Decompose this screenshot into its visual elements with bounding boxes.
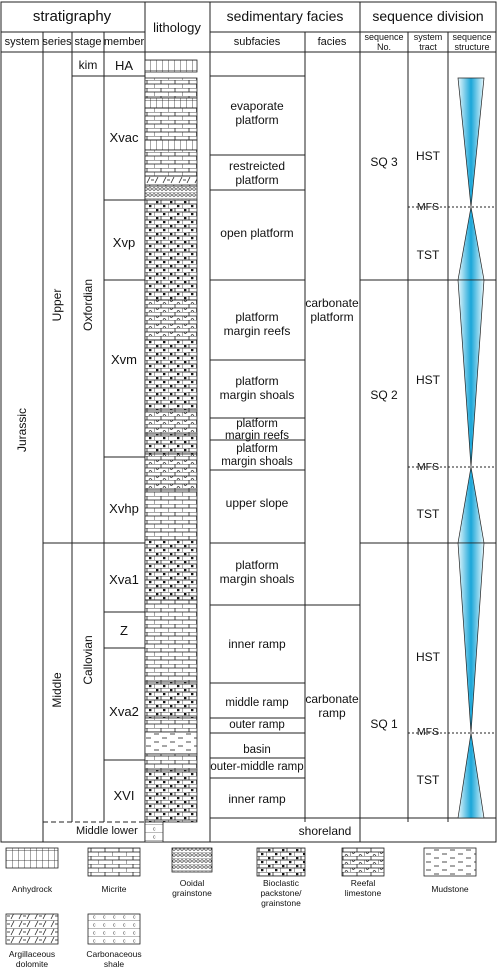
subfacies-reefs1-2: margin reefs — [223, 324, 291, 338]
member-xvm: Xvm — [111, 352, 137, 367]
subfacies-middle-ramp: middle ramp — [225, 697, 289, 709]
subfacies-reefs2-2: margin reefs — [225, 430, 289, 442]
legend-bioclastic-swatch — [257, 848, 305, 876]
header-system-tract-line2: tract — [419, 42, 437, 52]
header-sequence-structure-line2: structure — [454, 42, 490, 52]
member-xva1: Xva1 — [109, 572, 139, 587]
header-subfacies: subfacies — [233, 36, 281, 48]
subfacies-inner-ramp-2: inner ramp — [228, 792, 286, 806]
member-xvi: XVI — [113, 788, 135, 803]
legend-mudstone-label: Mudstone — [431, 884, 469, 894]
subfacies-outer-middle-ramp: outer-middle ramp — [210, 761, 304, 773]
subfacies-inner-ramp-1: inner ramp — [228, 637, 286, 651]
subfacies-restricted-2: platform — [235, 173, 279, 187]
subfacies-shoals1-1: platform — [235, 374, 279, 388]
stage-oxfordian: Oxfordian — [81, 278, 95, 332]
header-sequence-structure-line1: sequence — [452, 32, 492, 42]
sq1-tst-triangle — [458, 733, 484, 818]
facies-carbonate-ramp-1: carbonate — [305, 692, 359, 706]
legend-micrite-swatch — [88, 848, 140, 876]
member-z: Z — [120, 623, 128, 638]
header-sequence-no-line1: sequence — [364, 32, 404, 42]
sq2-tst-triangle — [458, 467, 484, 543]
header-system-tract-line1: system — [413, 32, 443, 42]
legend-anhydrock-swatch — [6, 848, 58, 868]
sequence-sq2: SQ 2 — [370, 388, 398, 402]
subfacies-shoals1-2: margin shoals — [219, 388, 295, 402]
legend-anhydrock-label: Anhydrock — [11, 884, 53, 894]
header-sedimentary-facies: sedimentary facies — [226, 8, 344, 24]
tract-hst-sq2: HST — [416, 373, 440, 387]
sequence-sq1: SQ 1 — [370, 717, 398, 731]
tract-tst-sq1: TST — [416, 773, 440, 787]
sq2-hst-triangle — [458, 280, 484, 467]
legend-bioclastic-label-1: Bioclastic — [263, 878, 299, 888]
header-sequence-division: sequence division — [372, 8, 484, 24]
subfacies-shoals3-2: margin shoals — [219, 572, 295, 586]
subfacies-evaporate-1: evaporate — [230, 99, 284, 113]
subfacies-shoals3-1: platform — [235, 558, 279, 572]
subfacies-shoals2-2: margin shoals — [221, 456, 293, 468]
stage-callovian: Callovian — [81, 635, 95, 685]
tract-hst-sq3: HST — [416, 149, 440, 163]
legend-reefal-label-2: limestone — [344, 888, 382, 898]
subfacies-shoreland: shoreland — [298, 824, 352, 838]
stage-kim: kim — [78, 58, 98, 72]
tract-hst-sq1: HST — [416, 650, 440, 664]
subfacies-open-platform: open platform — [220, 226, 294, 240]
subfacies-reefs2-1: platform — [236, 418, 278, 430]
legend-carbonaceous-label-2: shale — [103, 959, 125, 969]
system-jurassic: Jurassic — [15, 407, 29, 453]
sq1-hst-triangle — [458, 543, 484, 733]
legend-bioclastic-label-2: packstone/ — [260, 888, 302, 898]
subfacies-upper-slope: upper slope — [225, 496, 289, 510]
legend-micrite-label: Micrite — [101, 884, 127, 894]
sequence-sq3: SQ 3 — [370, 155, 398, 169]
subfacies-evaporate-2: platform — [235, 113, 279, 127]
member-xvhp: Xvhp — [109, 501, 139, 516]
member-xva2: Xva2 — [109, 704, 139, 719]
legend-carbonaceous-label-1: Carbonaceous — [86, 949, 142, 959]
facies-carbonate-platform-1: carbonate — [305, 296, 359, 310]
sq3-tst-triangle — [458, 207, 484, 280]
header-series: series — [42, 36, 72, 48]
tract-tst-sq3: TST — [416, 248, 440, 262]
legend-reefal-label-1: Reefal — [350, 878, 376, 888]
subfacies-reefs1-1: platform — [235, 310, 279, 324]
header-lithology: lithology — [153, 20, 201, 35]
member-xvp: Xvp — [112, 235, 136, 250]
legend-reefal-swatch — [342, 848, 384, 876]
facies-carbonate-ramp-2: ramp — [318, 706, 346, 720]
legend-mudstone-swatch — [424, 848, 476, 876]
header-sequence-no-line2: No. — [376, 42, 392, 52]
sq3-hst-triangle — [458, 78, 484, 207]
member-ha: HA — [114, 58, 134, 73]
subfacies-basin: basin — [243, 744, 271, 756]
legend-ooidal-label-1: Ooidal — [179, 878, 205, 888]
header-member: member — [103, 36, 145, 48]
subfacies-outer-ramp: outer ramp — [229, 719, 285, 731]
tract-tst-sq2: TST — [416, 507, 440, 521]
subfacies-restricted-1: restreicted — [228, 159, 286, 173]
legend-argillaceous-swatch — [6, 914, 58, 944]
legend-argillaceous-label-2: dolomite — [15, 959, 49, 969]
header-facies: facies — [317, 36, 347, 48]
facies-carbonate-platform-2: platform — [310, 310, 354, 324]
tract-mfs-sq2: MFS — [416, 461, 440, 473]
header-stratigraphy: stratigraphy — [32, 8, 112, 25]
legend-bioclastic-label-3: grainstone — [261, 898, 301, 908]
middle-lower-label: Middle lower — [76, 825, 138, 837]
legend-ooidal-swatch — [172, 848, 212, 872]
legend-argillaceous-label-1: Argillaceous — [8, 949, 56, 959]
series-middle: Middle — [50, 672, 64, 708]
series-upper: Upper — [50, 288, 64, 322]
header-stage: stage — [74, 36, 102, 48]
tract-mfs-sq3: MFS — [416, 201, 440, 213]
legend-ooidal-label-2: grainstone — [172, 888, 212, 898]
subfacies-shoals2-1: platform — [236, 443, 278, 455]
legend-carbonaceous-swatch — [88, 914, 140, 944]
member-xvac: Xvac — [109, 130, 139, 145]
header-system: system — [4, 36, 40, 48]
tract-mfs-sq1: MFS — [416, 726, 440, 738]
